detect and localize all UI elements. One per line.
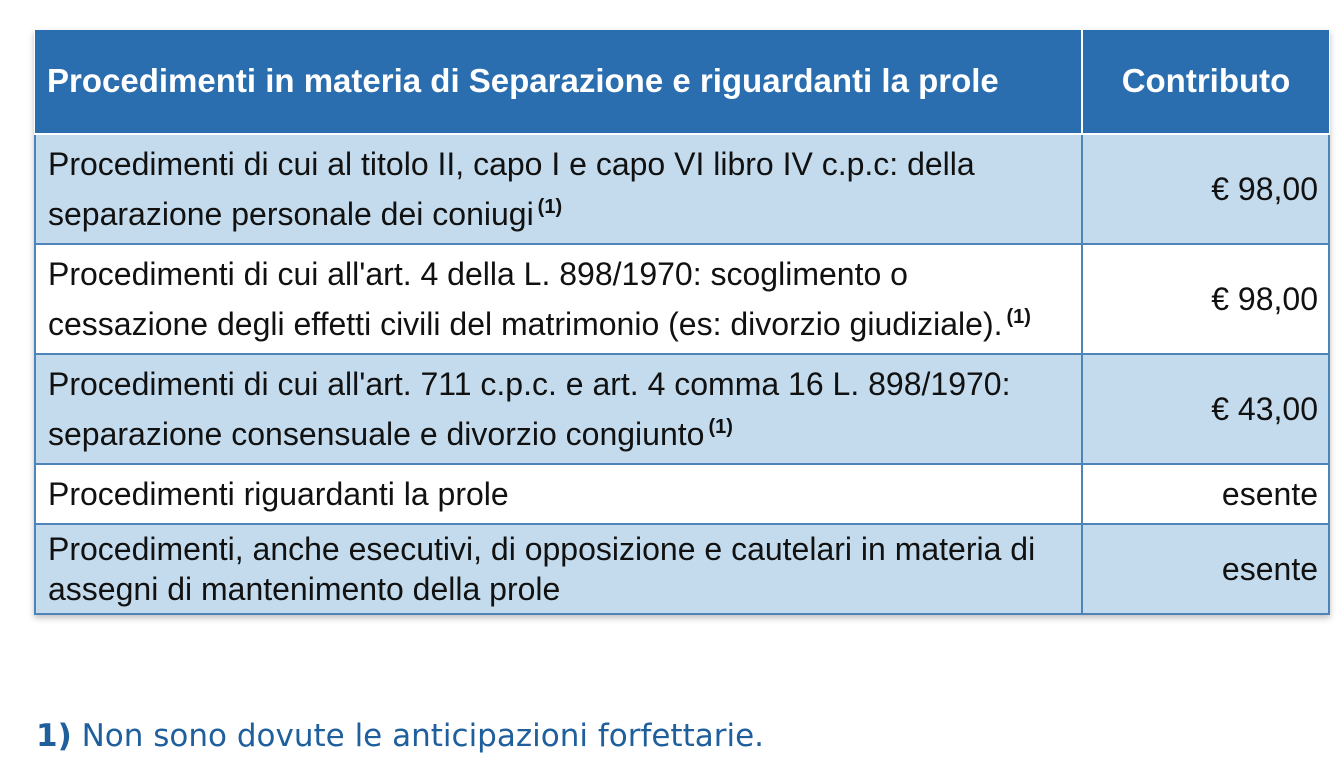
table-header-row xyxy=(35,30,1329,134)
footnote-ref: (1) xyxy=(1006,306,1031,329)
fee-table xyxy=(34,30,1330,615)
footnote-ref: (1) xyxy=(708,416,733,439)
row-amount: esente xyxy=(1082,524,1329,614)
row-amount: € 43,00 xyxy=(1082,354,1329,464)
footnote-number: 1) xyxy=(36,718,72,754)
footnote-text: Non sono dovute le anticipazioni forfettarie. xyxy=(81,718,765,754)
header-contribution: Contributo xyxy=(1082,30,1329,134)
row-description xyxy=(35,354,1082,464)
table-row xyxy=(35,244,1329,354)
header-procedure: Procedimenti in materia di Separazione e riguardanti la prole xyxy=(35,30,1082,134)
row-amount: € 98,00 xyxy=(1082,244,1329,354)
description-text: Procedimenti di cui all'art. 4 della L. 898/1970: scoglimento o cessazione degli effetti civili del matrimonio (es: divorzio giudiziale). xyxy=(48,256,1003,342)
row-amount: esente xyxy=(1082,464,1329,524)
table-row xyxy=(35,354,1329,464)
row-description: Procedimenti, anche esecutivi, di opposizione e cautelari in materia di assegni di mantenimento della prole xyxy=(35,524,1082,614)
row-amount: € 98,00 xyxy=(1082,134,1329,244)
row-description xyxy=(35,134,1082,244)
table-row xyxy=(35,524,1329,614)
footnote xyxy=(36,716,764,756)
description-text: Procedimenti di cui all'art. 711 c.p.c. e art. 4 comma 16 L. 898/1970: separazione consensuale e divorzio congiunto xyxy=(48,366,1011,452)
table-row xyxy=(35,134,1329,244)
row-description: Procedimenti riguardanti la prole xyxy=(35,464,1082,524)
footnote-ref: (1) xyxy=(537,196,563,219)
description-text: Procedimenti di cui al titolo II, capo I e capo VI libro IV c.p.c: della separazione personale dei coniugi xyxy=(48,146,975,232)
table-row xyxy=(35,464,1329,524)
row-description xyxy=(35,244,1082,354)
